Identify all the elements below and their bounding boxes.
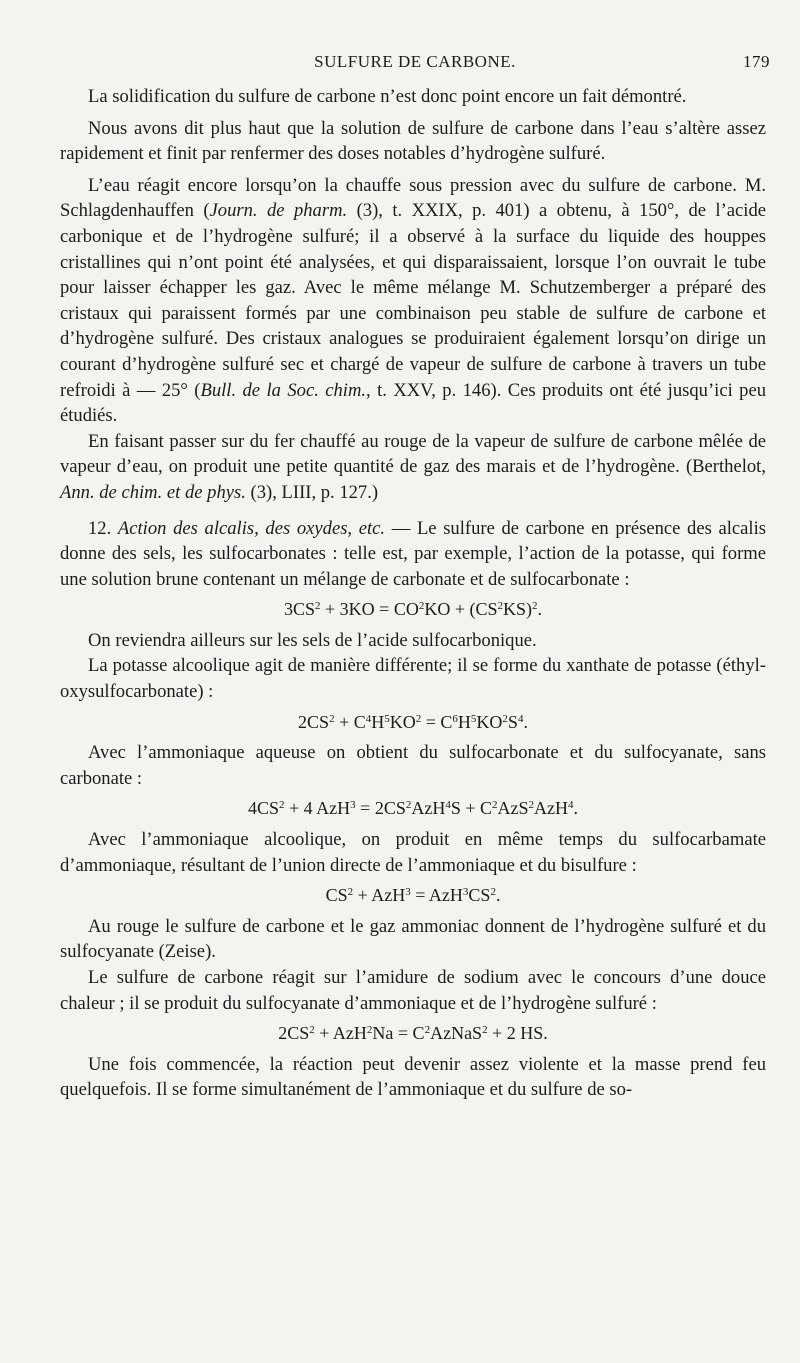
paragraph-3-text-c: , t. XXV, p. 146). Ces produits ont été jusqu’ici peu étudiés.	[60, 379, 767, 427]
paragraph-12: Une fois commencée, la réaction peut devenir assez violente et la masse prend feu quelquefois. Il se forme simultanément de l’ammoniaque et du sulfure de so-	[60, 1053, 766, 1101]
paragraph-4-text-b: (3), LIII, p. 127.)	[245, 481, 379, 503]
paragraph-4	[60, 429, 766, 506]
page-number: 179	[743, 52, 770, 71]
section-12-text: — Le sulfure de carbone en présence des alcalis donne des sels, les sulfocarbonates : telle est, par exemple, l’action de la potasse, qui forme une solution brune contenant un mélange de carbonate et de sulfocarbonate :	[60, 517, 766, 590]
running-header	[60, 52, 770, 78]
paragraph-9: Avec l’ammoniaque alcoolique, on produit en même temps du sulfocarbamate d’ammoniaque, résultant de l’union directe de l’ammoniaque et du bisulfure :	[60, 829, 766, 876]
citation-journ-pharm: Journ. de pharm.	[209, 200, 348, 222]
paragraph-2: Nous avons dit plus haut que la solution de sulfure de carbone dans l’eau s’altère assez rapidement et finit par renfermer des doses notables d’hydrogène sulfuré.	[60, 117, 766, 165]
paragraph-3	[60, 173, 766, 429]
equation-3: $4CS^2 + 4$ $AzH^3 = 2CS^2AzH^4S + C^2AzS^2AzH^4$.	[247, 798, 579, 819]
body-text	[60, 84, 766, 1103]
citation-bull-soc-chim: Bull. de la Soc. chim.	[200, 379, 367, 401]
section-12-paragraph	[60, 516, 766, 593]
paragraph-4-text-a: En faisant passer sur du fer chauffé au rouge de la vapeur de sulfure de carbone mêlée de vapeur d’eau, on produit une petite quantité de gaz des marais et de l’hydrogène. (Berthelot,	[60, 430, 766, 478]
citation-ann-chim-phys: Ann. de chim. et de phys.	[60, 481, 246, 503]
paragraph-11: Le sulfure de carbone réagit sur l’amidure de sodium avec le concours d’une douce chaleur ; il se produit du sulfocyanate d’ammoniaque et de l’hydrogène sulfuré :	[60, 967, 766, 1014]
paragraph-8: Avec l’ammoniaque aqueuse on obtient du sulfocarbonate et du sulfocyanate, sans carbonate :	[60, 742, 766, 789]
section-number: 12.	[88, 517, 112, 539]
paragraph-7: La potasse alcoolique agit de manière différente; il se forme du xanthate de potasse (éthyl-oxysulfocarbonate) :	[60, 655, 766, 703]
paragraph-3-text-a: L’eau réagit encore lorsqu’on la chauffe sous pression avec du sulfure de carbone. M. Schlagdenhauffen (	[60, 174, 766, 222]
equation-2: $2CS^2 + C^4H^5KO^2 = C^6H^5KO^2S^4$.	[298, 711, 528, 732]
equation-1: $3CS^2 + 3KO = CO^2KO + (CS^2KS)^2$.	[283, 599, 543, 620]
equation-5: $2CS^2 + AzH^2Na$ = $C^2AzNaS^2 + 2$ HS.	[278, 1023, 548, 1044]
section-heading: Action des alcalis, des oxydes, etc.	[117, 517, 386, 539]
header-title: SULFURE DE CARBONE.	[314, 52, 516, 71]
paragraph-10: Au rouge le sulfure de carbone et le gaz ammoniac donnent de l’hydrogène sulfuré et du sulfocyanate (Zeise).	[60, 915, 766, 963]
paragraph-3-text-b: (3), t. XXIX, p. 401) a obtenu, à 150°, de l’acide carbonique et de l’hydrogène sulfuré; il a observé à la surface du liquide des houppes cristallines qui n’ont point été analysées, et qui disparaissaient, lorsque l’on ouvrait le tube pour laisser échapper les gaz. Avec le même mélange M. Schutzemberger a préparé des cristaux qui paraissent formés par une combinaison peu stable de sulfure de carbone et d’hydrogène sulfuré. Des cristaux analogues se produiraient également lorsqu’on dirige un courant d’hydrogène sulfuré sec et chargé de vapeur de sulfure de carbone à travers un tube refroidi à — 25° (	[60, 200, 766, 401]
paragraph-6: On reviendra ailleurs sur les sels de l’acide sulfocarbonique.	[88, 629, 537, 651]
equation-4: $CS^2 + AzH^3 = AzH^3CS^2$.	[325, 885, 501, 906]
paragraph-1: La solidification du sulfure de carbone n’est donc point encore un fait démontré.	[88, 86, 687, 107]
